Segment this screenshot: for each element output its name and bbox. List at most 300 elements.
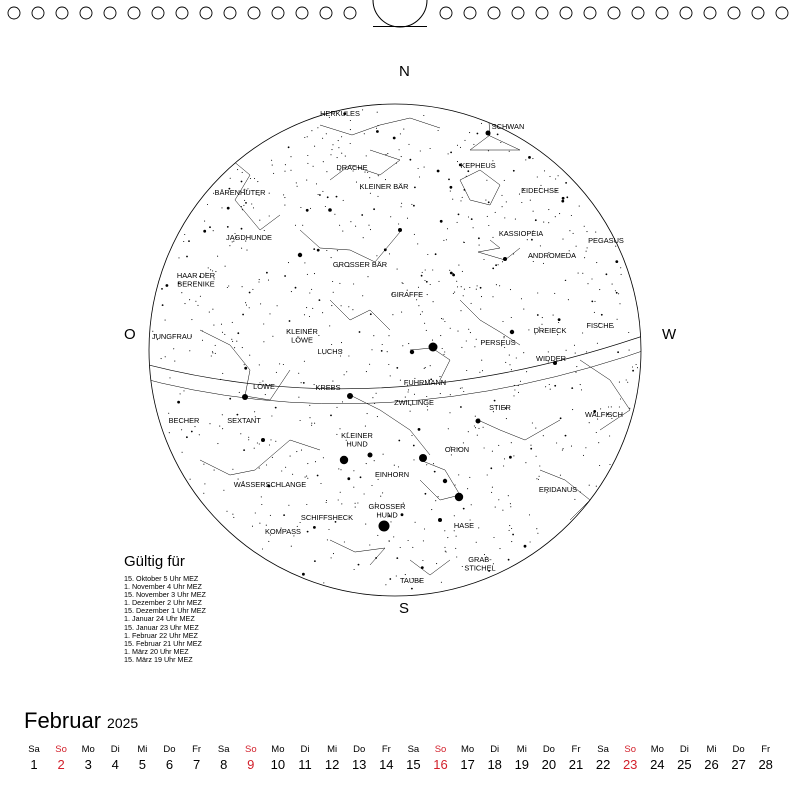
star [399,149,400,150]
star [518,392,519,393]
bright-star [510,330,514,334]
star [227,207,230,210]
star [525,462,526,463]
star [457,331,458,332]
star [537,176,538,177]
star [448,179,450,181]
star [364,133,365,134]
validity-entry: 1. Januar 24 Uhr MEZ [124,614,195,624]
star [317,249,320,252]
star [307,478,308,479]
star [528,156,531,159]
star [380,496,381,497]
star [521,202,522,203]
calendar-day [318,744,346,772]
calendar-day [616,744,644,772]
star [421,275,423,277]
star [587,283,588,284]
star [227,287,228,288]
star [232,469,233,470]
month-title [24,708,138,734]
star [346,371,347,372]
star [263,323,264,324]
star [190,479,191,480]
star [339,428,340,429]
star [227,226,229,228]
star [221,324,222,325]
star [498,445,499,446]
star [453,293,454,294]
star [611,406,612,407]
weekday-label: Di [110,744,120,755]
star [326,500,327,501]
star [595,232,596,233]
star [484,447,485,448]
star [619,382,620,383]
star [253,207,254,208]
star [319,299,321,301]
star [388,540,389,541]
star [307,274,308,275]
star [400,547,401,548]
star [575,372,576,373]
star [377,112,378,113]
star [322,191,323,192]
star [400,380,401,381]
star [311,130,312,131]
star [320,483,321,484]
star [189,350,190,351]
star [530,541,531,542]
star [475,427,476,428]
star [316,183,317,184]
star [376,393,377,394]
calendar-day [643,744,671,772]
star [425,367,426,368]
star [558,322,559,323]
bright-star [455,493,463,501]
star [543,222,544,223]
star [456,281,457,282]
star [617,351,619,353]
star [584,226,585,227]
star [302,225,303,226]
star [536,528,537,529]
star [637,367,638,368]
star [203,464,204,465]
constellation-label: EIDECHSE [521,186,559,195]
constellation-label: BECHER [168,416,200,425]
constellation-label: SCHIFFSHECK [300,513,354,522]
star [563,448,564,449]
star [244,364,245,365]
star [197,305,198,306]
star [317,127,318,128]
weekday-label: Do [353,744,366,755]
star [497,134,499,136]
star [161,358,162,359]
validity-entry: 15. November 3 Uhr MEZ [124,590,206,600]
star [364,493,365,494]
star [615,290,616,291]
star [339,283,340,284]
star [510,506,511,507]
compass-north: N [399,63,410,80]
weekday-label: Do [542,744,555,755]
day-number: 2 [57,757,65,772]
star [596,486,597,487]
star [420,314,421,315]
star [363,237,364,238]
bright-star [379,521,390,532]
constellation-label: DRACHE [336,163,368,172]
weekday-label: Sa [28,744,40,755]
constellation-label: HASE [453,521,475,530]
constellation-label: SCHWAN [491,122,525,131]
star [259,468,260,469]
star [560,475,561,476]
star [454,530,455,531]
star [394,465,395,466]
star [495,264,497,266]
star [504,347,505,348]
star [468,329,469,330]
star [242,172,243,173]
star [396,557,398,559]
star [487,474,488,475]
star [338,468,339,469]
star [337,250,338,251]
star [311,423,312,424]
star [385,584,386,585]
star [477,435,478,436]
star [521,298,522,299]
star [272,457,273,458]
star [165,320,166,321]
star [260,303,261,304]
star [243,449,245,451]
star [444,351,445,352]
star [241,248,242,249]
star [279,363,280,364]
bright-star [340,456,348,464]
day-number: 1 [30,757,38,772]
star [581,389,582,390]
bright-star [261,438,265,442]
star [455,548,456,549]
star [446,551,447,552]
star [295,225,296,226]
constellation-label: WASSERSCHLANGE [233,480,307,489]
star [352,309,353,310]
month-year: 2025 [107,715,139,731]
star [498,499,499,500]
bright-star [410,350,414,354]
star [599,465,600,466]
star [400,133,401,134]
star [347,477,350,480]
star [307,463,308,464]
star [378,479,379,480]
star [342,231,343,232]
star [214,470,215,471]
star [366,371,367,372]
star [440,335,441,336]
star [345,156,346,157]
day-number: 3 [84,757,92,772]
star [476,542,477,543]
day-number: 18 [487,757,502,772]
star [248,439,249,440]
star [612,284,613,285]
calendar-day [291,744,319,772]
calendar-day [345,744,373,772]
star [586,351,587,352]
star [491,492,492,493]
star [505,362,506,363]
star [348,355,349,356]
star [504,180,505,181]
star [178,257,179,258]
star [341,342,342,343]
star [388,364,389,365]
star [462,566,463,567]
star [344,541,345,542]
day-number: 27 [731,757,746,772]
star [161,288,163,290]
star [573,233,574,234]
star [269,444,270,445]
star [318,335,319,336]
weekday-label: Di [679,744,689,755]
star [358,564,360,566]
weekday-label: Mi [327,744,338,755]
day-number: 20 [541,757,557,772]
star [627,382,628,383]
star [313,166,314,167]
day-number: 4 [111,757,119,772]
star [209,423,210,424]
star [447,228,448,229]
star [312,308,313,309]
star [300,420,301,421]
star [478,428,479,429]
star [533,261,534,262]
calendar-day [128,744,156,772]
day-number: 23 [622,757,638,772]
star [500,142,501,143]
star [204,221,205,222]
star [598,442,599,443]
star [393,137,396,140]
star [620,398,621,399]
validity-entry: 15. Dezember 1 Uhr MEZ [124,606,206,616]
star [476,339,477,340]
star [574,499,575,500]
constellation-label: PEGASUS [588,236,624,245]
star [473,227,474,228]
star [617,319,618,320]
star [498,264,499,265]
star [628,332,629,333]
star [209,226,211,228]
star [367,276,368,277]
star [331,305,332,306]
star [243,205,244,206]
star [368,225,369,226]
star [296,182,297,183]
constellation-label: FISCHE [586,321,614,330]
star [269,215,270,216]
star [270,439,271,440]
constellation-label: GROSSER BÄR [332,260,388,269]
calendar-day [535,744,563,772]
star [444,547,445,548]
bright-star [438,518,442,522]
star [232,322,233,323]
star [608,406,609,407]
star [463,442,464,443]
star [237,332,239,334]
star [250,178,251,179]
star [569,230,570,231]
star [458,265,459,266]
star [466,370,467,371]
star [297,186,298,187]
validity-entry: 15. Oktober 5 Uhr MEZ [124,574,199,583]
star [401,206,402,207]
star [328,529,329,530]
star [427,254,428,255]
star [291,291,292,292]
star [513,395,514,396]
star [469,132,470,133]
star [601,314,603,316]
star [478,237,480,239]
star [401,203,402,204]
star [341,305,342,306]
star [411,204,412,205]
star [438,281,439,282]
weekday-label: So [244,744,257,755]
star [585,447,586,448]
star [629,350,630,351]
star [338,140,339,141]
star [452,199,453,200]
star [478,527,479,528]
star [419,176,420,177]
calendar-day [74,744,102,772]
star [579,206,580,207]
star [597,343,598,344]
star [259,220,260,221]
bright-star [298,253,302,257]
star [307,136,308,137]
star [272,336,273,337]
star [344,374,345,375]
star [471,218,473,220]
star [266,464,267,465]
weekday-label: Sa [217,744,230,755]
star [441,318,442,319]
star [463,295,464,296]
star [355,226,356,227]
star [427,409,428,410]
star [184,303,185,304]
star [332,381,333,382]
star [410,159,412,161]
star [476,289,477,290]
star [460,310,461,311]
star [616,292,618,294]
star [584,257,585,258]
star [451,454,452,455]
star [474,425,475,426]
star [309,292,310,293]
star [454,515,455,516]
validity-entry: 1. Februar 22 Uhr MEZ [124,630,198,640]
star [276,372,277,373]
star [460,147,461,148]
star [556,442,557,443]
star [186,256,188,258]
star [499,285,500,286]
star [532,158,533,159]
star [424,280,425,281]
star [636,364,637,365]
star [415,522,416,523]
star [310,208,311,209]
bright-star [347,393,353,399]
star [362,109,363,110]
star [340,492,341,493]
star [543,263,544,264]
star [341,503,342,504]
star [365,426,366,427]
star [450,191,451,192]
constellation-label: FUHRMANN [403,378,447,387]
star [209,312,210,313]
constellation-label: PERSEUS [480,338,516,347]
star [326,250,327,251]
star [162,304,164,306]
bright-star [368,453,373,458]
star [440,393,441,394]
star [298,397,299,398]
star [550,389,551,390]
star [369,544,370,545]
star [311,425,312,426]
star [586,231,587,232]
star [533,211,534,212]
star [555,178,556,179]
star [284,275,286,277]
day-number: 19 [514,757,530,772]
star [313,248,315,250]
star [241,181,243,183]
star [488,225,489,226]
star [483,427,484,428]
star [291,546,292,547]
constellation-label: KREBS [315,383,341,392]
constellation-label: DREIECK [533,326,567,335]
star [305,477,306,478]
star [424,323,425,324]
weekday-label: Sa [597,744,609,755]
star [444,530,445,531]
star [462,197,463,198]
constellation-label: GIRAFFE [390,290,424,299]
